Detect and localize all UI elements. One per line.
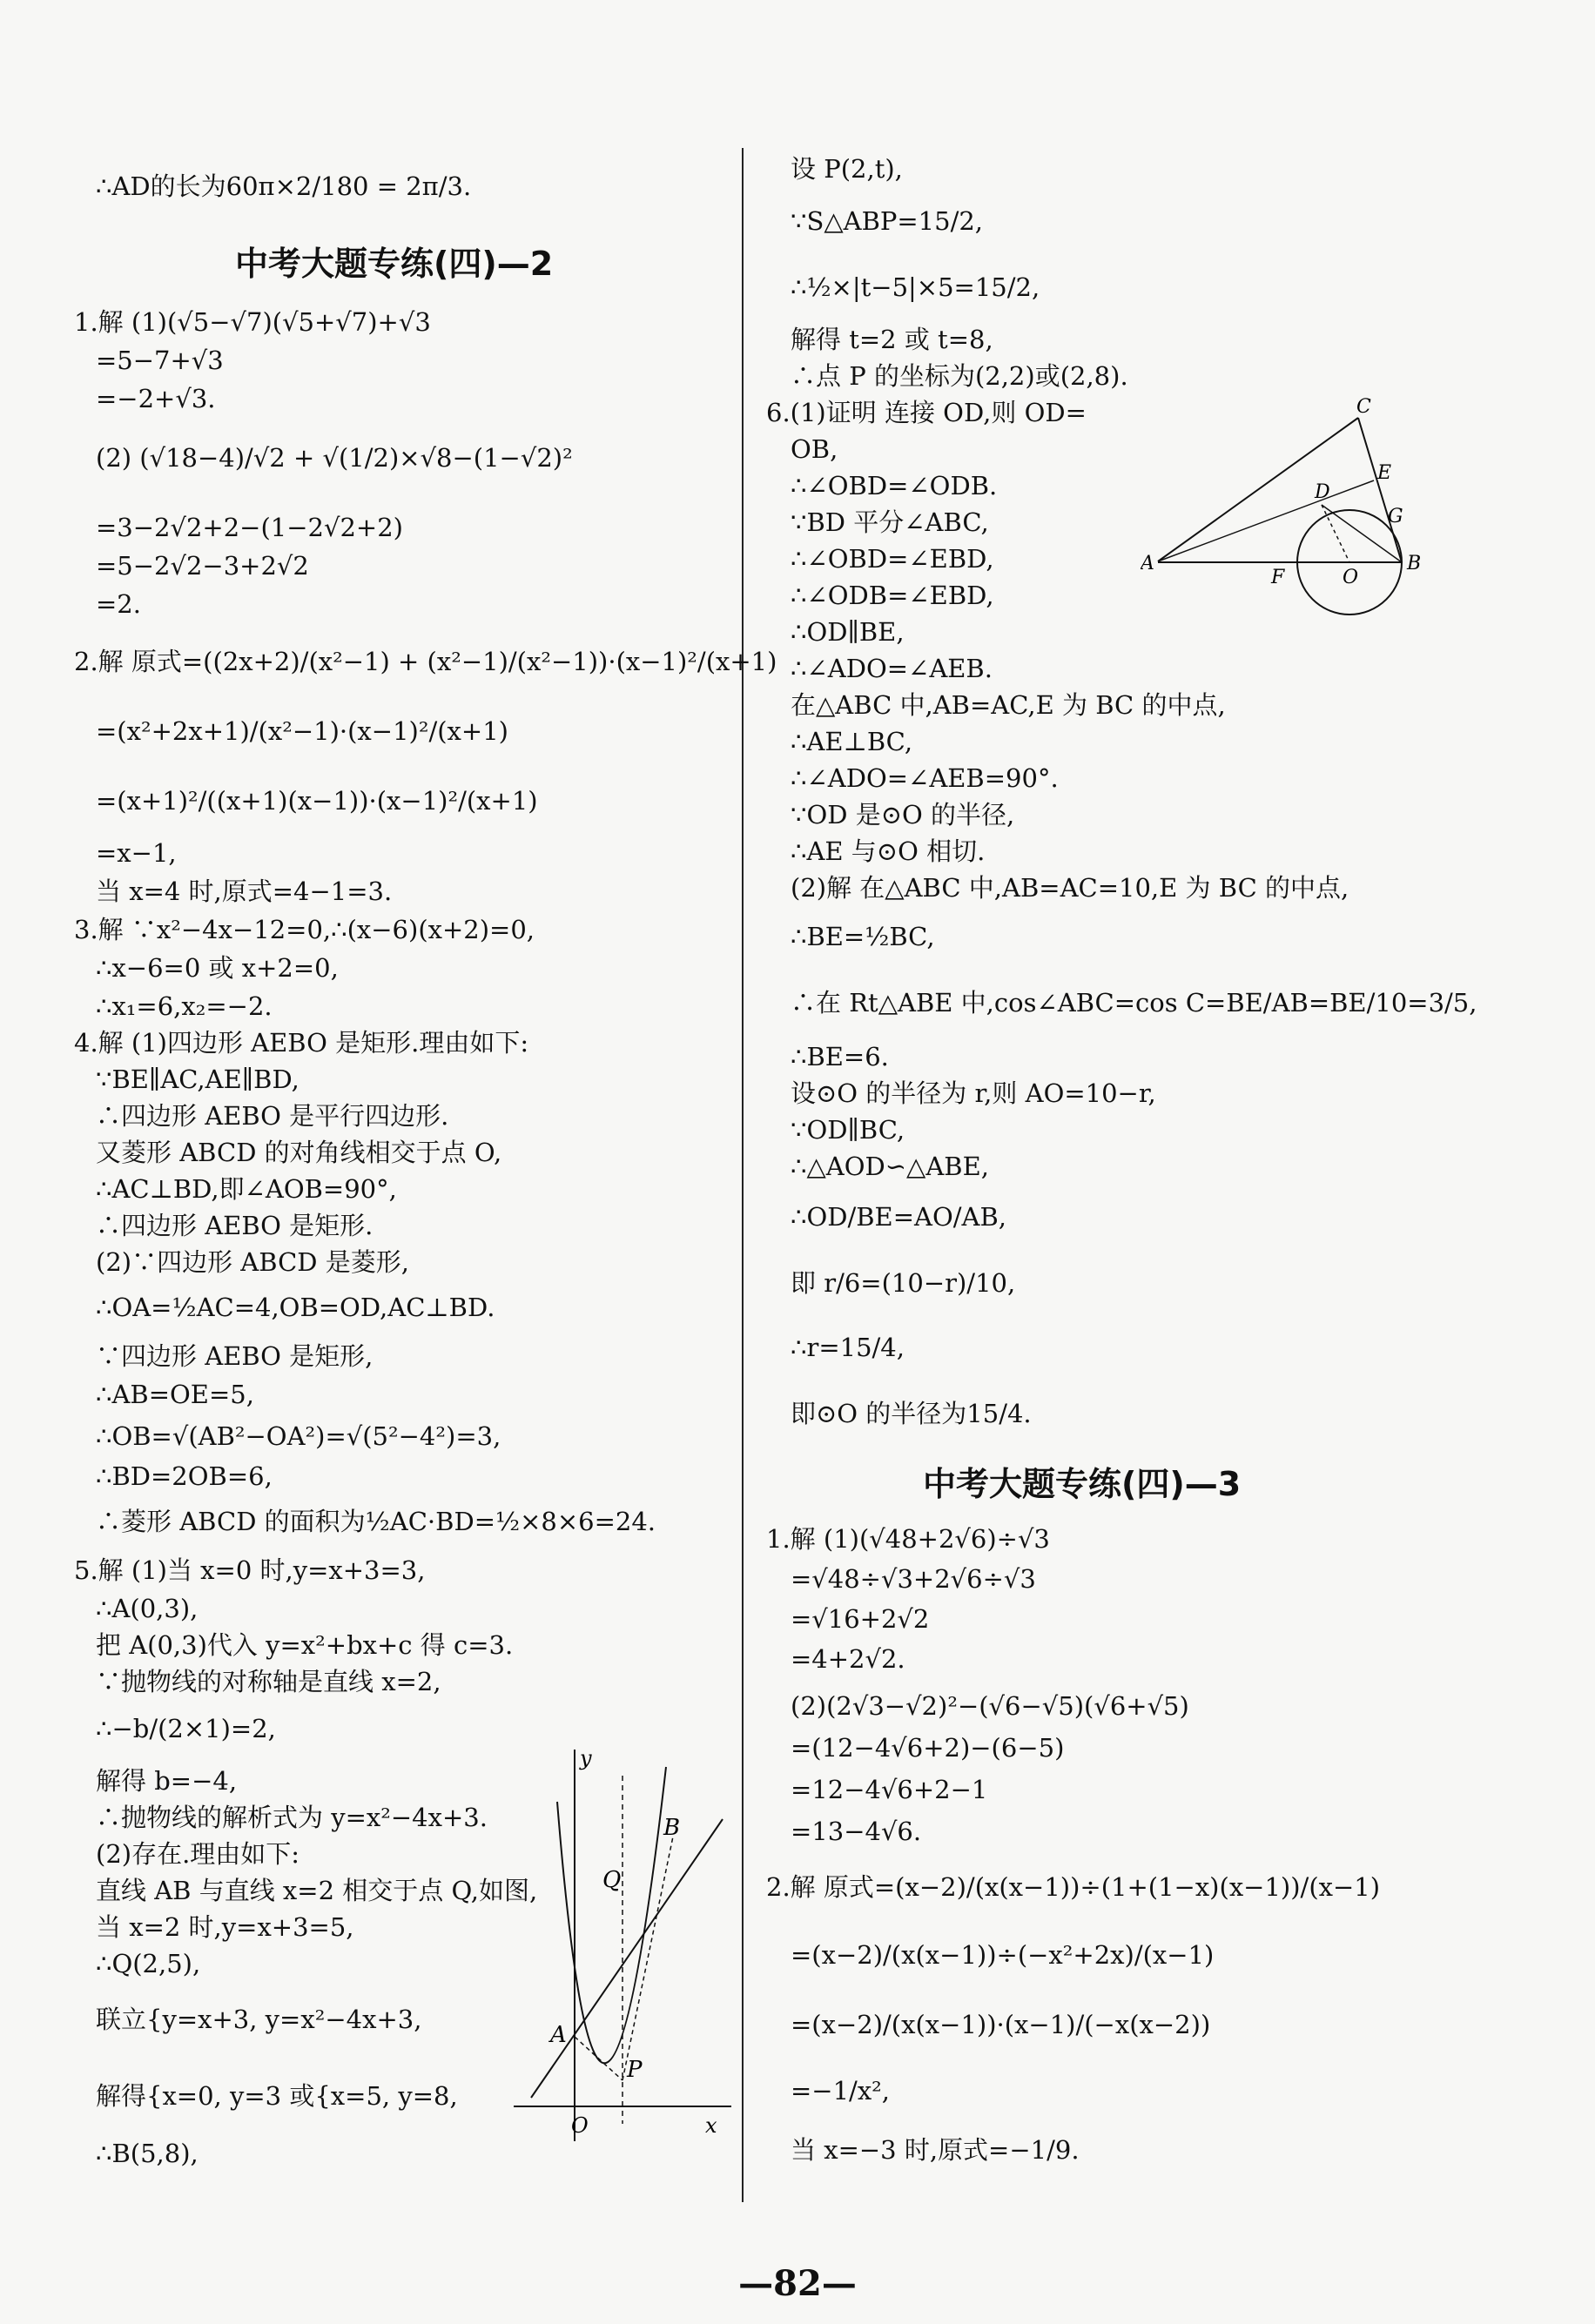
text-line: 直线 AB 与直线 x=2 相交于点 Q,如图,	[96, 1876, 538, 1905]
label-q: Q	[602, 1867, 622, 1893]
text-line: 2.解 原式=((2x+2)/(x²−1) + (x²−1)/(x²−1))·(x−1)²/(x+1)	[74, 647, 777, 676]
text-line: ∴∠OBD=∠EBD,	[791, 544, 994, 574]
text-line: 联立{y=x+3, y=x²−4x+3,	[96, 2005, 422, 2034]
text-line: ∴x−6=0 或 x+2=0,	[96, 953, 339, 983]
segment-pb	[623, 1837, 673, 2080]
text-line: 解得{x=0, y=3 或{x=5, y=8,	[96, 2081, 458, 2111]
text-line: 设⊙O 的半径为 r,则 AO=10−r,	[791, 1078, 1156, 1108]
text-line: 1.解 (1)(√48+2√6)÷√3	[766, 1524, 1050, 1554]
text-line: =13−4√6.	[791, 1817, 922, 1846]
text-line: =−2+√3.	[96, 384, 216, 413]
text-line: ∴∠ADO=∠AEB=90°.	[791, 763, 1059, 793]
text-line: =(x−2)/(x(x−1))÷(−x²+2x)/(x−1)	[791, 1940, 1215, 1970]
text-line: ∴BE=½BC,	[791, 922, 935, 951]
text-line: 1.解 (1)(√5−√7)(√5+√7)+√3	[74, 307, 431, 337]
label-y: y	[580, 1746, 592, 1770]
label-x: x	[705, 2113, 717, 2138]
text-line: =(x+1)²/((x+1)(x−1))·(x−1)²/(x+1)	[96, 786, 538, 816]
text-line: ∴BE=6.	[791, 1042, 889, 1071]
text-line: ∴AC⊥BD,即∠AOB=90°,	[96, 1174, 397, 1204]
label-e: E	[1377, 462, 1392, 484]
label-b: B	[1407, 553, 1422, 574]
text-line: =(12−4√6+2)−(6−5)	[791, 1733, 1065, 1763]
text-line: (2)存在.理由如下:	[96, 1839, 300, 1869]
text-line: ∴Q(2,5),	[96, 1949, 201, 1978]
text-line: ∵四边形 AEBO 是矩形,	[96, 1341, 374, 1371]
text-line: 6.(1)证明 连接 OD,则 OD=	[766, 398, 1087, 427]
text-line: =−1/x²,	[791, 2076, 891, 2106]
text-line: ∴OA=½AC=4,OB=OD,AC⊥BD.	[96, 1293, 495, 1322]
text-line: =√16+2√2	[791, 1604, 930, 1634]
segment-od	[1322, 505, 1349, 562]
text-line: =(x²+2x+1)/(x²−1)·(x−1)²/(x+1)	[96, 716, 508, 746]
section-heading-2: 中考大题专练(四)—2	[235, 245, 554, 283]
text-line: ∵S△ABP=15/2,	[791, 206, 984, 236]
text-line: 2.解 原式=(x−2)/(x(x−1))÷(1+(1−x)(x−1))/(x−1)	[766, 1872, 1381, 1902]
text-line: =5−2√2−3+2√2	[96, 551, 309, 581]
parabola-figure	[505, 1741, 740, 2150]
label-d: D	[1315, 481, 1330, 503]
text-line: ∴r=15/4,	[791, 1333, 905, 1362]
text-line: ∴在 Rt△ABE 中,cos∠ABC=cos C=BE/AB=BE/10=3/5,	[791, 988, 1477, 1018]
circle-triangle-figure	[1141, 392, 1428, 635]
label-c: C	[1356, 396, 1371, 418]
text-line: ∴点 P 的坐标为(2,2)或(2,8).	[791, 361, 1128, 391]
text-line: 设 P(2,t),	[791, 154, 903, 184]
text-line: ∴AE 与⊙O 相切.	[791, 836, 986, 866]
text-line: 即 r/6=(10−r)/10,	[791, 1268, 1016, 1298]
label-o: O	[1343, 567, 1359, 588]
text-line: ∴菱形 ABCD 的面积为½AC·BD=½×8×6=24.	[96, 1507, 656, 1536]
text-line: ∴BD=2OB=6,	[96, 1461, 273, 1491]
text-line: ∴−b/(2×1)=2,	[96, 1714, 276, 1743]
text-line: 把 A(0,3)代入 y=x²+bx+c 得 c=3.	[96, 1630, 514, 1660]
text-line: =3−2√2+2−(1−2√2+2)	[96, 513, 403, 542]
text-line: =4+2√2.	[791, 1644, 905, 1674]
text-line: ∴OB=√(AB²−OA²)=√(5²−4²)=3,	[96, 1421, 501, 1451]
label-b: B	[663, 1815, 681, 1841]
text-line: OB,	[791, 434, 838, 464]
text-line: ∴四边形 AEBO 是平行四边形.	[96, 1101, 449, 1131]
column-divider	[742, 148, 744, 2202]
text-line: 又菱形 ABCD 的对角线相交于点 O,	[96, 1138, 502, 1167]
text-line: (2)∵四边形 ABCD 是菱形,	[96, 1247, 409, 1277]
text-line: ∴OD∥BE,	[791, 617, 905, 647]
text-line: ∴∠ADO=∠AEB.	[791, 654, 993, 683]
text-line: 当 x=−3 时,原式=−1/9.	[791, 2135, 1080, 2165]
text-line: ∴∠OBD=∠ODB.	[791, 471, 998, 500]
text-line: ∴x₁=6,x₂=−2.	[96, 991, 273, 1021]
text-line: ∴B(5,8),	[96, 2139, 199, 2168]
text-line: ∵抛物线的对称轴是直线 x=2,	[96, 1667, 441, 1696]
text-line: ∴AE⊥BC,	[791, 727, 913, 756]
parabola-curve	[557, 1767, 666, 2063]
text-line: ∵OD∥BC,	[791, 1115, 905, 1145]
label-a: A	[550, 2022, 567, 2048]
text-line: 5.解 (1)当 x=0 时,y=x+3=3,	[74, 1555, 426, 1585]
text-line: (2)(2√3−√2)²−(√6−√5)(√6+√5)	[791, 1691, 1189, 1721]
text-line: ∵OD 是⊙O 的半径,	[791, 800, 1015, 830]
text-line: ∴A(0,3),	[96, 1594, 199, 1623]
text-line: =5−7+√3	[96, 346, 224, 375]
line-ab	[531, 1819, 723, 2098]
side-cb	[1358, 418, 1402, 562]
text-line: =x−1,	[96, 838, 177, 868]
text-line: ∴AB=OE=5,	[96, 1380, 254, 1409]
text-line: ∵BE∥AC,AE∥BD,	[96, 1065, 299, 1094]
text-line: =√48÷√3+2√6÷√3	[791, 1564, 1036, 1594]
text-line: ∴△AOD∽△ABE,	[791, 1152, 989, 1181]
text-line: ∴抛物线的解析式为 y=x²−4x+3.	[96, 1803, 488, 1832]
text-line: 即⊙O 的半径为15/4.	[791, 1399, 1032, 1428]
text-line: 当 x=4 时,原式=4−1=3.	[96, 877, 393, 906]
text-line: 4.解 (1)四边形 AEBO 是矩形.理由如下:	[74, 1028, 529, 1058]
text-line: ∴½×|t−5|×5=15/2,	[791, 272, 1040, 302]
label-g: G	[1388, 506, 1403, 527]
text-line: ∴四边形 AEBO 是矩形.	[96, 1211, 374, 1240]
text-line: =(x−2)/(x(x−1))·(x−1)/(−x(x−2))	[791, 2010, 1211, 2039]
text-line: 解得 t=2 或 t=8,	[791, 325, 993, 354]
text-line: 当 x=2 时,y=x+3=5,	[96, 1912, 354, 1942]
text-line: ∴∠ODB=∠EBD,	[791, 581, 994, 610]
label-f: F	[1271, 567, 1285, 588]
label-o: O	[571, 2113, 589, 2138]
text-line: ∵BD 平分∠ABC,	[791, 507, 989, 537]
text-line: 3.解 ∵x²−4x−12=0,∴(x−6)(x+2)=0,	[74, 915, 535, 944]
segment-ae	[1158, 480, 1374, 561]
page-number: —82—	[738, 2263, 857, 2304]
text-line: (2) (√18−4)/√2 + √(1/2)×√8−(1−√2)²	[96, 443, 573, 473]
text-line: ∴OD/BE=AO/AB,	[791, 1202, 1006, 1232]
label-p: P	[627, 2057, 643, 2083]
text-line: 解得 b=−4,	[96, 1766, 238, 1796]
section-heading-3: 中考大题专练(四)—3	[923, 1465, 1242, 1503]
text-line: =2.	[96, 589, 141, 619]
text-line: =12−4√6+2−1	[791, 1775, 988, 1804]
text-line: (2)解 在△ABC 中,AB=AC=10,E 为 BC 的中点,	[791, 873, 1349, 903]
segment-ap	[575, 2037, 623, 2080]
text-line: 在△ABC 中,AB=AC,E 为 BC 的中点,	[791, 690, 1226, 720]
label-a: A	[1141, 553, 1154, 574]
arc-length-line: ∴AD的长为60π×2/180 = 2π/3.	[96, 171, 472, 201]
